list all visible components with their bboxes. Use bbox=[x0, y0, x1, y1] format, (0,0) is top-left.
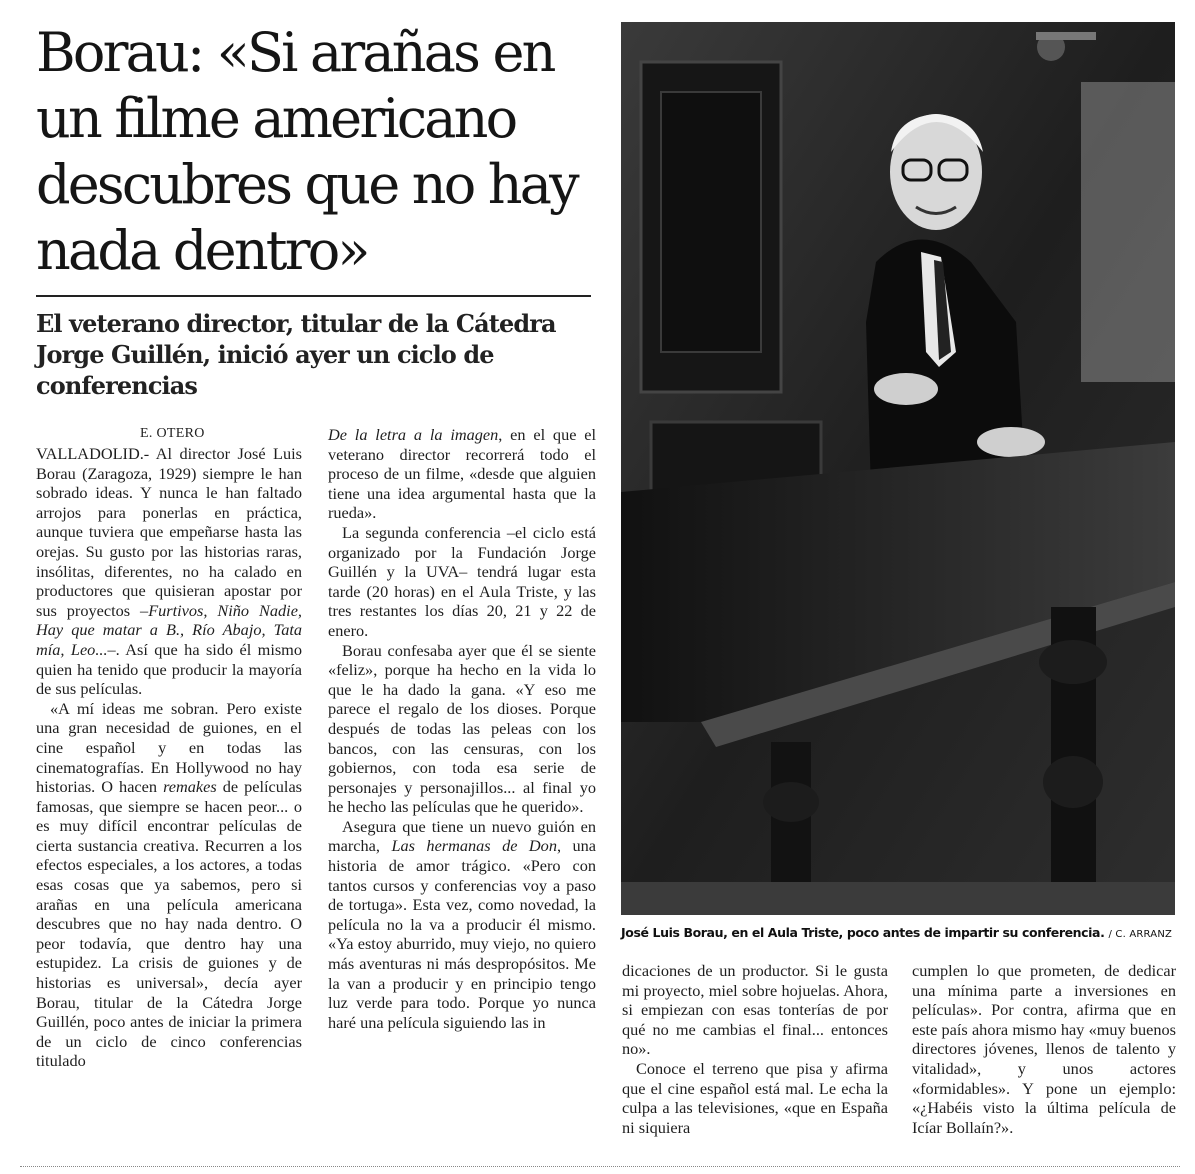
article-column-3 bbox=[622, 961, 888, 1137]
script-title: Las hermanas de Don bbox=[391, 836, 557, 856]
paragraph-2-cont: De la letra a la imagen, en el que el veterano director recorrerá todo el proceso de un filme, «desde que alguien tiene una idea argumental hasta que la rueda». bbox=[328, 425, 597, 523]
article-column-2 bbox=[328, 425, 596, 1032]
photo-jose-luis-borau bbox=[621, 22, 1175, 915]
article-column-4 bbox=[912, 961, 1176, 1137]
remakes-term: remakes bbox=[163, 777, 217, 797]
headline-rule bbox=[36, 295, 591, 297]
photo-credit: / C. ARRANZ bbox=[1108, 929, 1173, 940]
paragraph-4: Borau confesaba ayer que él se siente «feliz», porque ha hecho en la vida lo que le ha dado la gana. «Y eso me parece el regalo de los dioses. Porque después de todas las peleas con los bancos, con las censuras, con los gobiernos, con toda esa serie de personajes y personajillos... al final yo he hecho las películas que he querido». bbox=[328, 640, 596, 817]
photo-illustration bbox=[621, 22, 1175, 915]
photo-caption: José Luis Borau, en el Aula Triste, poco antes de impartir su conferencia. / C. ARRANZ bbox=[621, 925, 1173, 940]
lecture-series-title: De la letra a la imagen bbox=[328, 425, 499, 444]
paragraph-6-cont: cumplen lo que prometen, de dedicar una mínima parte a inversiones en películas». Por contra, afirma que en este país ahora mismo hay «muy buenos directores jóvenes, llenos de talento y vitalidad», y unos actores «formidables». Y pone un ejemplo: «¿Habéis visto la última película de Icíar Bollaín?». bbox=[912, 961, 1176, 1137]
dateline: VALLADOLID.- bbox=[36, 444, 150, 463]
paragraph-3: La segunda conferencia –el ciclo está organizado por la Fundación Jorge Guillén y la UVA– tendrá lugar esta tarde (20 horas) en el Aula Triste, y las tres restantes los días 20, 21 y 22 de enero. bbox=[328, 522, 596, 640]
paragraph-5-cont: dicaciones de un productor. Si le gusta mi proyecto, miel sobre hojuelas. Ahora, si empiezan con esas tonterías de por qué no me cambias el final... entonces no». bbox=[622, 961, 888, 1059]
paragraph-6: Conoce el terreno que pisa y afirma que el cine español está mal. Le echa la culpa a las televisiones, «que en España ni siquiera bbox=[622, 1058, 888, 1137]
paragraph-1: VALLADOLID.- Al director José Luis Borau (Zaragoza, 1929) siempre le han sobrado ideas. Y nunca le han faltado arrojos para ponerlas en práctica, aunque tuviera que empeñarse hasta las orejas. Su gusto por las historias raras, insólitas, diferentes, no ha calado en productores que quisieran apostar por sus proyectos –Furtivos, Niño Nadie, Hay que matar a B., Río Abajo, Tata mía, Leo...–. Así que ha sido él mismo quien ha tenido que producir la mayoría de sus películas. bbox=[36, 444, 302, 699]
paragraph-5: Asegura que tiene un nuevo guión en marcha, Las hermanas de Don, una historia de amor trágico. «Pero con tantos cursos y conferencias voy a paso de tortuga». Esta vez, como novedad, la película no la va a producir él mismo. «Ya estoy aburrido, muy viejo, no quiero más aventuras ni más despropósitos. Me la van a producir y en principio tengo luz verde para todo. Porque yo nunca haré una película siguiendo las in bbox=[328, 816, 597, 1032]
page-bottom-rule bbox=[20, 1166, 1180, 1168]
subheadline: El veterano director, titular de la Cátedra Jorge Guillén, inició ayer un ciclo de conferencias bbox=[36, 309, 556, 400]
headline: Borau: «Si arañas en un filme americano descubres que no hay nada dentro» bbox=[36, 21, 577, 282]
film-list: Furtivos, Niño Nadie, Hay que matar a B., Río Abajo, Tata mía, Leo... bbox=[36, 600, 302, 659]
paragraph-2: «A mí ideas me sobran. Pero existe una gran necesidad de guiones, en el cine español y en todas las cinematografías. En Hollywood no hay historias. O hacen remakes de películas famosas, que siempre se hacen peor... o es muy difícil encontrar películas de cierta sustancia creativa. Recurren a los efectos especiales, a los actores, a todas esas cosas que ya sabemos, pero si arañas en una película americana descubres que no hay nada dentro. O peor todavía, que dentro hay una estupidez. La crisis de guiones y de historias es universal», decía ayer Borau, titular de la Cátedra Jorge Guillén, poco antes de iniciar la primera de un ciclo de cinco conferencias titulado bbox=[36, 698, 303, 1071]
byline: E. OTERO bbox=[140, 426, 205, 441]
article-column-1 bbox=[36, 444, 302, 1071]
